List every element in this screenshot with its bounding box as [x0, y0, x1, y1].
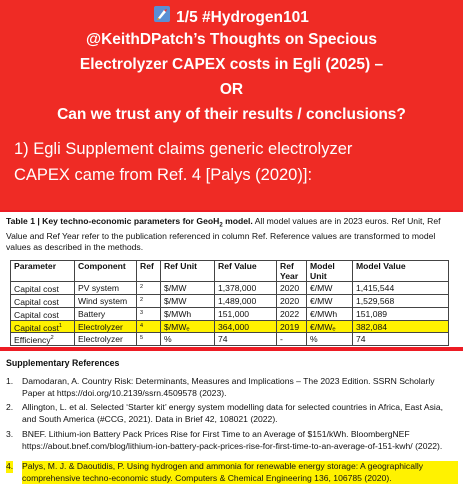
table-cell-ref-year: 2019 — [277, 320, 307, 333]
col-header: Model Unit — [307, 261, 353, 282]
refs-title: Supplementary References — [6, 358, 120, 368]
heading-line-5: Can we trust any of their results / conclusions? — [57, 106, 406, 123]
table-cell-param: Capital cost$^1$ — [11, 320, 75, 333]
table-cell-model-unit: % — [307, 333, 353, 346]
heading-line-2: @KeithDPatch’s Thoughts on Specious — [86, 31, 377, 48]
heading-line-4: OR — [219, 81, 244, 98]
col-header: Ref Year — [277, 261, 307, 282]
reference-item-highlighted: 4. Palys, M. J. & Daoutidis, P. Using hydrogen and ammonia for renewable energy storage: A geographically comprehensive techno-economic study. Computers & Chemical Engineering 136, 106785 (2020). — [6, 461, 458, 484]
heading-line-1: 1/5 #Hydrogen101 — [0, 6, 463, 27]
body-line-1: 1) Egli Supplement claims generic electrolyzer — [14, 140, 353, 158]
table-cell-param: Capital cost — [11, 294, 75, 307]
col-header: Ref Value — [215, 261, 277, 282]
table-cell-ref-value: 151,000 — [215, 307, 277, 320]
table-cell-component: Wind system — [75, 294, 137, 307]
table-cell-model-unit: €/MWh — [307, 307, 353, 320]
table-cell-ref-year: 2020 — [277, 294, 307, 307]
col-header: Component — [75, 261, 137, 282]
table-cell-ref-year: - — [277, 333, 307, 346]
table-cell-ref-unit: $/MWₑ — [161, 320, 215, 333]
table-cell-ref-value: 364,000 — [215, 320, 277, 333]
heading-line-3: Electrolyzer CAPEX costs in Egli (2025) – — [79, 56, 384, 73]
table-cell-param: Efficiency$^2$ — [11, 333, 75, 346]
table-cell-param: Capital cost — [11, 307, 75, 320]
table-cell-ref-value: 74 — [215, 333, 277, 346]
table-cell-component: Battery — [75, 307, 137, 320]
reference-item: 3. BNEF. Lithium-ion Battery Pack Prices Rise for First Time to an Average of $151/kWh. BloombergNEF https://about.bnef.com/blog/lithium-ion-battery-pack-prices-rise-for-first-time-to-an-average-of-151-kwh/ (2022). — [6, 429, 443, 451]
table-cell-ref: 4 — [137, 320, 161, 333]
supplementary-references — [0, 351, 463, 497]
table-cell-ref-value: 1,489,000 — [215, 294, 277, 307]
col-header: Parameter — [11, 261, 75, 282]
table-row — [11, 282, 449, 295]
table-cell-ref: 3 — [137, 307, 161, 320]
table-cell-model-value: 382,084 — [353, 320, 449, 333]
rocket-icon — [154, 6, 170, 27]
table-row — [11, 320, 449, 333]
table-cell-model-value: 1,415,544 — [353, 282, 449, 295]
header-banner — [0, 0, 463, 210]
table-row — [11, 307, 449, 320]
reference-item: 2. Allington, L. et al. Selected ‘Starter kit’ energy system modelling data for selected countries in Africa, East Asia, and South America (#CCG, 2021). Data in Brief 42, 108021 (2022). — [6, 402, 443, 424]
col-header: Ref — [137, 261, 161, 282]
table-cell-ref: 5 — [137, 333, 161, 346]
table-cell-component: Electrolyzer — [75, 320, 137, 333]
table-excerpt — [0, 212, 463, 347]
table-cell-model-unit: €/MW — [307, 282, 353, 295]
table-cell-ref-unit: % — [161, 333, 215, 346]
table-cell-ref-year: 2020 — [277, 282, 307, 295]
table-header-row — [11, 261, 449, 282]
table-row — [11, 333, 449, 346]
table-cell-component: PV system — [75, 282, 137, 295]
col-header: Model Value — [353, 261, 449, 282]
table-cell-ref-unit: $/MWh — [161, 307, 215, 320]
table-cell-ref-unit: $/MW — [161, 294, 215, 307]
table-cell-ref-value: 1,378,000 — [215, 282, 277, 295]
table-cell-ref-unit: $/MW — [161, 282, 215, 295]
table-cell-ref: 2 — [137, 282, 161, 295]
table-cell-ref: 2 — [137, 294, 161, 307]
table-cell-param: Capital cost — [11, 282, 75, 295]
table-caption: Table 1 | Key techno-economic parameters for GeoH$_2$ model. All model values are in 2023 euros. Ref Unit, Ref Value and Ref Year refer to the publication referenced in column Ref. Reference values are transformed to model values as described in the methods. — [6, 216, 441, 252]
table-row — [11, 294, 449, 307]
table-cell-model-value: 74 — [353, 333, 449, 346]
table-cell-ref-year: 2022 — [277, 307, 307, 320]
table-cell-model-unit: €/MW — [307, 294, 353, 307]
col-header: Ref Unit — [161, 261, 215, 282]
parameters-table — [10, 260, 449, 346]
table-cell-component: Electrolyzer — [75, 333, 137, 346]
table-cell-model-value: 151,089 — [353, 307, 449, 320]
table-cell-model-value: 1,529,568 — [353, 294, 449, 307]
reference-item: 1. Damodaran, A. Country Risk: Determinants, Measures and Implications – The 2023 Edition. SSRN Scholarly Paper at https://doi.org/10.2139/ssrn.4509578 (2023). — [6, 376, 435, 398]
table-cell-model-unit: €/MWₑ — [307, 320, 353, 333]
body-line-2: CAPEX came from Ref. 4 [Palys (2020)]: — [14, 166, 313, 184]
